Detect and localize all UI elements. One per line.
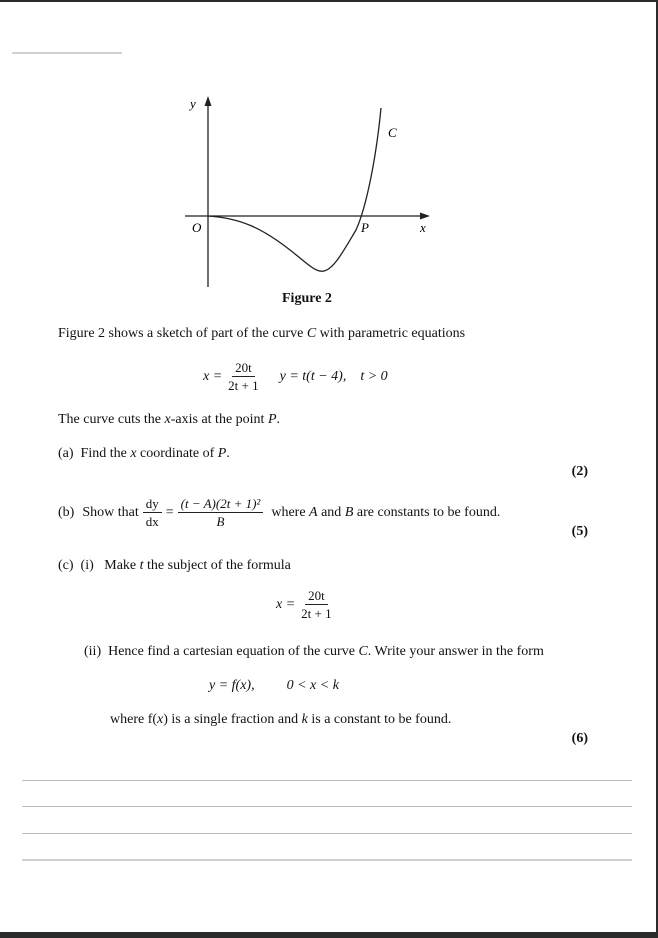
rhs-numerator: (t − A)(2t + 1)² — [178, 496, 264, 513]
text: is a constant to be found. — [307, 712, 452, 727]
answer-line[interactable] — [22, 859, 632, 861]
text-a-const: A — [309, 504, 318, 520]
text: . Write your answer in the form — [367, 644, 544, 659]
part-c-label: (c) — [58, 558, 74, 573]
equals: = — [165, 504, 174, 520]
eq-x-denominator: 2t + 1 — [228, 378, 259, 393]
curve-c-label: C — [388, 125, 397, 140]
text: Find the — [80, 446, 131, 461]
answer-line[interactable] — [22, 833, 632, 834]
origin-label: O — [192, 220, 202, 235]
eq-x-fraction — [225, 360, 261, 393]
part-c-ii-question — [84, 644, 544, 660]
part-c-i-label: (i) — [80, 558, 94, 573]
y-axis-label: y — [190, 96, 196, 111]
where-sentence — [110, 712, 451, 728]
part-a-question — [58, 446, 230, 462]
x-axis-label: x — [420, 220, 426, 235]
y-axis-arrow-icon — [205, 96, 212, 106]
text-b-const: B — [344, 504, 354, 520]
eq-y: y = t(t − 4), — [279, 368, 347, 384]
dx: dx — [145, 514, 159, 529]
derivative-fraction — [143, 496, 162, 529]
text: Hence find a cartesian equation of the curve — [108, 644, 359, 659]
intro-curve-name: C — [306, 326, 317, 341]
eq-x-lhs: x = — [203, 368, 223, 384]
parametric-equations — [203, 360, 388, 393]
text-p: P — [267, 412, 277, 427]
text: The curve cuts the — [58, 412, 165, 427]
text: Show that — [82, 504, 139, 520]
text: where f( — [110, 712, 158, 727]
text: -axis at the point — [170, 412, 268, 427]
figure-caption: Figure 2 — [282, 291, 332, 306]
intro-sentence — [58, 326, 465, 342]
rhs-fraction — [178, 496, 264, 529]
text: Make — [104, 558, 140, 573]
part-c-ii-label: (ii) — [84, 644, 102, 659]
intersection-sentence — [58, 412, 280, 428]
text: are constants to be found. — [353, 504, 501, 520]
x-axis-arrow-icon — [420, 213, 430, 220]
figure-2-sketch — [0, 0, 658, 300]
text-x: x — [157, 712, 164, 727]
eq-x-numerator: 20t — [232, 360, 255, 377]
answer-form — [209, 678, 339, 694]
text: . — [226, 446, 230, 461]
formula-numerator: 20t — [305, 588, 328, 605]
part-a-marks: (2) — [571, 464, 588, 479]
formula-fraction — [298, 588, 334, 621]
part-b-label: (b) — [58, 504, 75, 520]
eq-condition: t > 0 — [360, 368, 388, 384]
text: coordinate of — [136, 446, 218, 461]
rhs-denominator: B — [216, 514, 225, 529]
text: where — [271, 504, 310, 520]
intro-text: Figure 2 shows a sketch of part of the curve — [58, 326, 307, 341]
point-p-label: P — [361, 220, 369, 235]
formula-lhs: x = — [276, 596, 296, 612]
part-a-label: (a) — [58, 446, 74, 461]
bottom-border — [0, 932, 658, 938]
text-x: x — [130, 446, 137, 461]
formula-denominator: 2t + 1 — [301, 606, 332, 621]
dy: dy — [143, 496, 162, 513]
text: and — [317, 504, 345, 520]
part-b-question — [58, 496, 500, 529]
text: . — [276, 412, 280, 427]
answer-line[interactable] — [22, 780, 632, 781]
part-c-marks: (6) — [571, 731, 588, 746]
curve-c — [208, 108, 381, 271]
text-k: k — [301, 712, 308, 727]
text-x: x — [164, 412, 171, 427]
part-b-tail — [271, 505, 500, 521]
part-c-i-question — [58, 558, 291, 574]
form-y: y = f(x), — [209, 678, 255, 693]
part-b-marks: (5) — [571, 524, 588, 539]
text-p: P — [217, 446, 227, 461]
text: ) is a single fraction and — [163, 712, 302, 727]
formula-x — [276, 588, 335, 621]
intro-text-end: with parametric equations — [316, 326, 466, 341]
form-range: 0 < x < k — [286, 678, 339, 693]
text: the subject of the formula — [143, 558, 291, 573]
text-c: C — [358, 644, 368, 659]
text-t: t — [139, 558, 144, 573]
answer-line[interactable] — [22, 806, 632, 807]
